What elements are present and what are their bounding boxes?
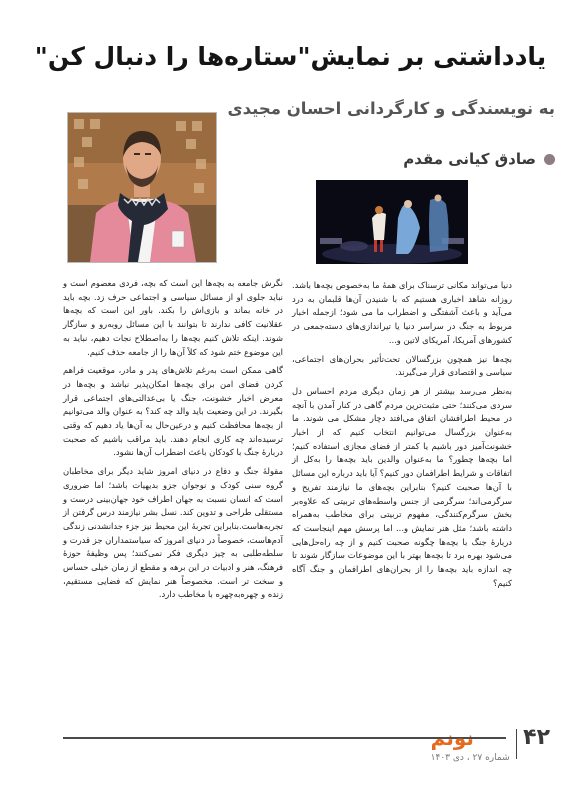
stage-illustration <box>316 180 468 264</box>
article-title: یادداشتی بر نمایش"ستاره‌ها را دنبال کن" <box>34 42 547 71</box>
paragraph: بچه‌ها نیز همچون بزرگسالان تحت‌تأثیر بحران‌های اجتماعی، سیاسی و اقتصادی قرار می‌گیرند. <box>292 353 512 378</box>
paragraph: به‌نظر می‌رسد بیشتر از هر زمان دیگری مردم احساس دل سردی می‌کنند؛ حتی مثبت‌ترین مردم گاهی در کنار آمدن با آنچه در محیط اطرافشان اتفاق می‌افتد دچار مشکل می شوند. ما به‌عنوان بزرگسال می‌توانیم انتخاب کنیم که از اخبار خشونت‌آمیز دور باشیم یا کمتر از فضای مجازی استفاده کنیم؛ اما بچه‌ها چطور؟ ما به‌عنوان والدین باید بچه‌ها را به‌کل از اتفاقات و شرایط اطرافمان دور کنیم؟ آیا باید درباره این مسائل با آن‌ها صحبت کنیم؟ بنابراین بچه‌های ما نیازمند تفریح و سرگرمی‌اند؛ سرگرمی از جنس واسطه‌های تربیتی که علاوه‌بر بخش سرگرم‌کنندگی، مفهوم تربیتی برای مخاطب به‌همراه داشته باشد؛ مثل هنر نمایش و... اما پرسش مهم اینجاست که دربارهٔ جنگ با بچه‌ها چگونه صحبت کنیم و از چه راه‌حل‌هایی می‌شود بهره برد تا بچه‌ها بهتر با این موضوعات سازگار شوند تا چه اندازه باید بچه‌ها را از بحران‌های اطرافمان و جنگ آگاه کنیم؟ <box>292 385 512 588</box>
page-footer <box>390 725 550 780</box>
text-column-right <box>292 279 512 595</box>
page-number: ۴۲ <box>523 725 550 750</box>
article-subtitle: به نویسندگی و کارگردانی احسان مجیدی <box>227 99 555 118</box>
paragraph: گاهی ممکن است به‌رغم تلاش‌های پدر و مادر، موقعیت فراهم کردن فضای امن برای بچه‌ها امکان‌پذیر نباشد و بچه‌ها در معرض اخبار خشونت، جنگ یا بی‌عدالتی‌های اجتماعی قرار بگیرند. در این وضعیت باید والد چه کند؟ به عنوان والد می‌توانیم از بچه‌ها محافظت کنیم و درعین‌حال به آن‌ها یاد دهیم که وقتی ترسیده‌اند چه کاری انجام دهند. باید مراقب باشیم که صحبت دربارهٔ جنگ با کودکان باعث اضطراب آن‌ها نشود. <box>63 365 283 458</box>
magazine-brand-block <box>431 725 510 765</box>
byline-bullet-icon <box>544 154 555 165</box>
paragraph: دنیا می‌تواند مکانی ترسناک برای همهٔ ما به‌خصوص بچه‌ها باشد. روزانه شاهد اخباری هستیم که با شنیدن آن‌ها قلبمان به درد می‌آید و باعث آشفتگی و اضطراب ما می شود؛ ازجمله اخبار مربوط به جنگ در سراسر دنیا یا تیراندازی‌های دسته‌جمعی در کشورهای آمریکا، آمریکای لاتین و... <box>292 280 512 345</box>
paragraph: مقولهٔ جنگ و دفاع در دنیای امروز شاید دیگر برای مخاطبان گروه سنی کودک و نوجوان جزو بدیهیات باشد؛ اما ضروری است که انسان نسبت به جهان اطراف خود جهان‌بینی درست و مستقلی طراحی و تدوین کند. نسل بشر نیازمند درس گرفتن از تجربه‌هاست.بنابراین تجربهٔ این محیط نیز جزء جدانشدنی زندگی آدم‌هاست، خصوصاً در دنیای امروز که سیاستمداران جز قدرت و سلطه‌طلبی به چیز دیگری فکر نمی‌کنند؛ پس وظیفهٔ حوزهٔ فرهنگ، هنر و ادبیات در این برهه و مقطع از زمان خیلی حساس و سخت تر است. مخصوصاً هنر نمایش که فضایی مستقیم، زنده و چهره‌به‌چهره با مخاطب دارد. <box>63 466 283 600</box>
portrait-illustration <box>68 113 216 262</box>
author-portrait-photo <box>67 112 217 263</box>
stage-performance-photo <box>316 180 468 264</box>
magazine-logo: نونم <box>430 726 474 750</box>
author-byline <box>295 148 555 170</box>
text-column-left <box>63 277 283 607</box>
paragraph: نگرش جامعه به بچه‌ها این است که بچه، فردی معصوم است و نباید جلوی او از مسائل سیاسی و اجتماعی حرف زد. بچه باید در خانه بماند و بازی‌اش را بکند. باور این است که بچه‌ها عقلانیت کافی ندارند تا بتوانند با این مسائل روبه‌رو و سازگار شوند. اینکه تلاش کنیم بچه‌ها را به‌اصطلاح نجات دهیم، نباید به این موضوع ختم شود که کلاً آن‌ها را از جامعه حذف کنیم. <box>63 278 283 357</box>
author-name: صادق کیانی مقدم <box>403 150 536 168</box>
issue-info: شماره ۲۷ ، دی ۱۴۰۳ <box>430 753 510 763</box>
footer-separator <box>516 729 518 759</box>
